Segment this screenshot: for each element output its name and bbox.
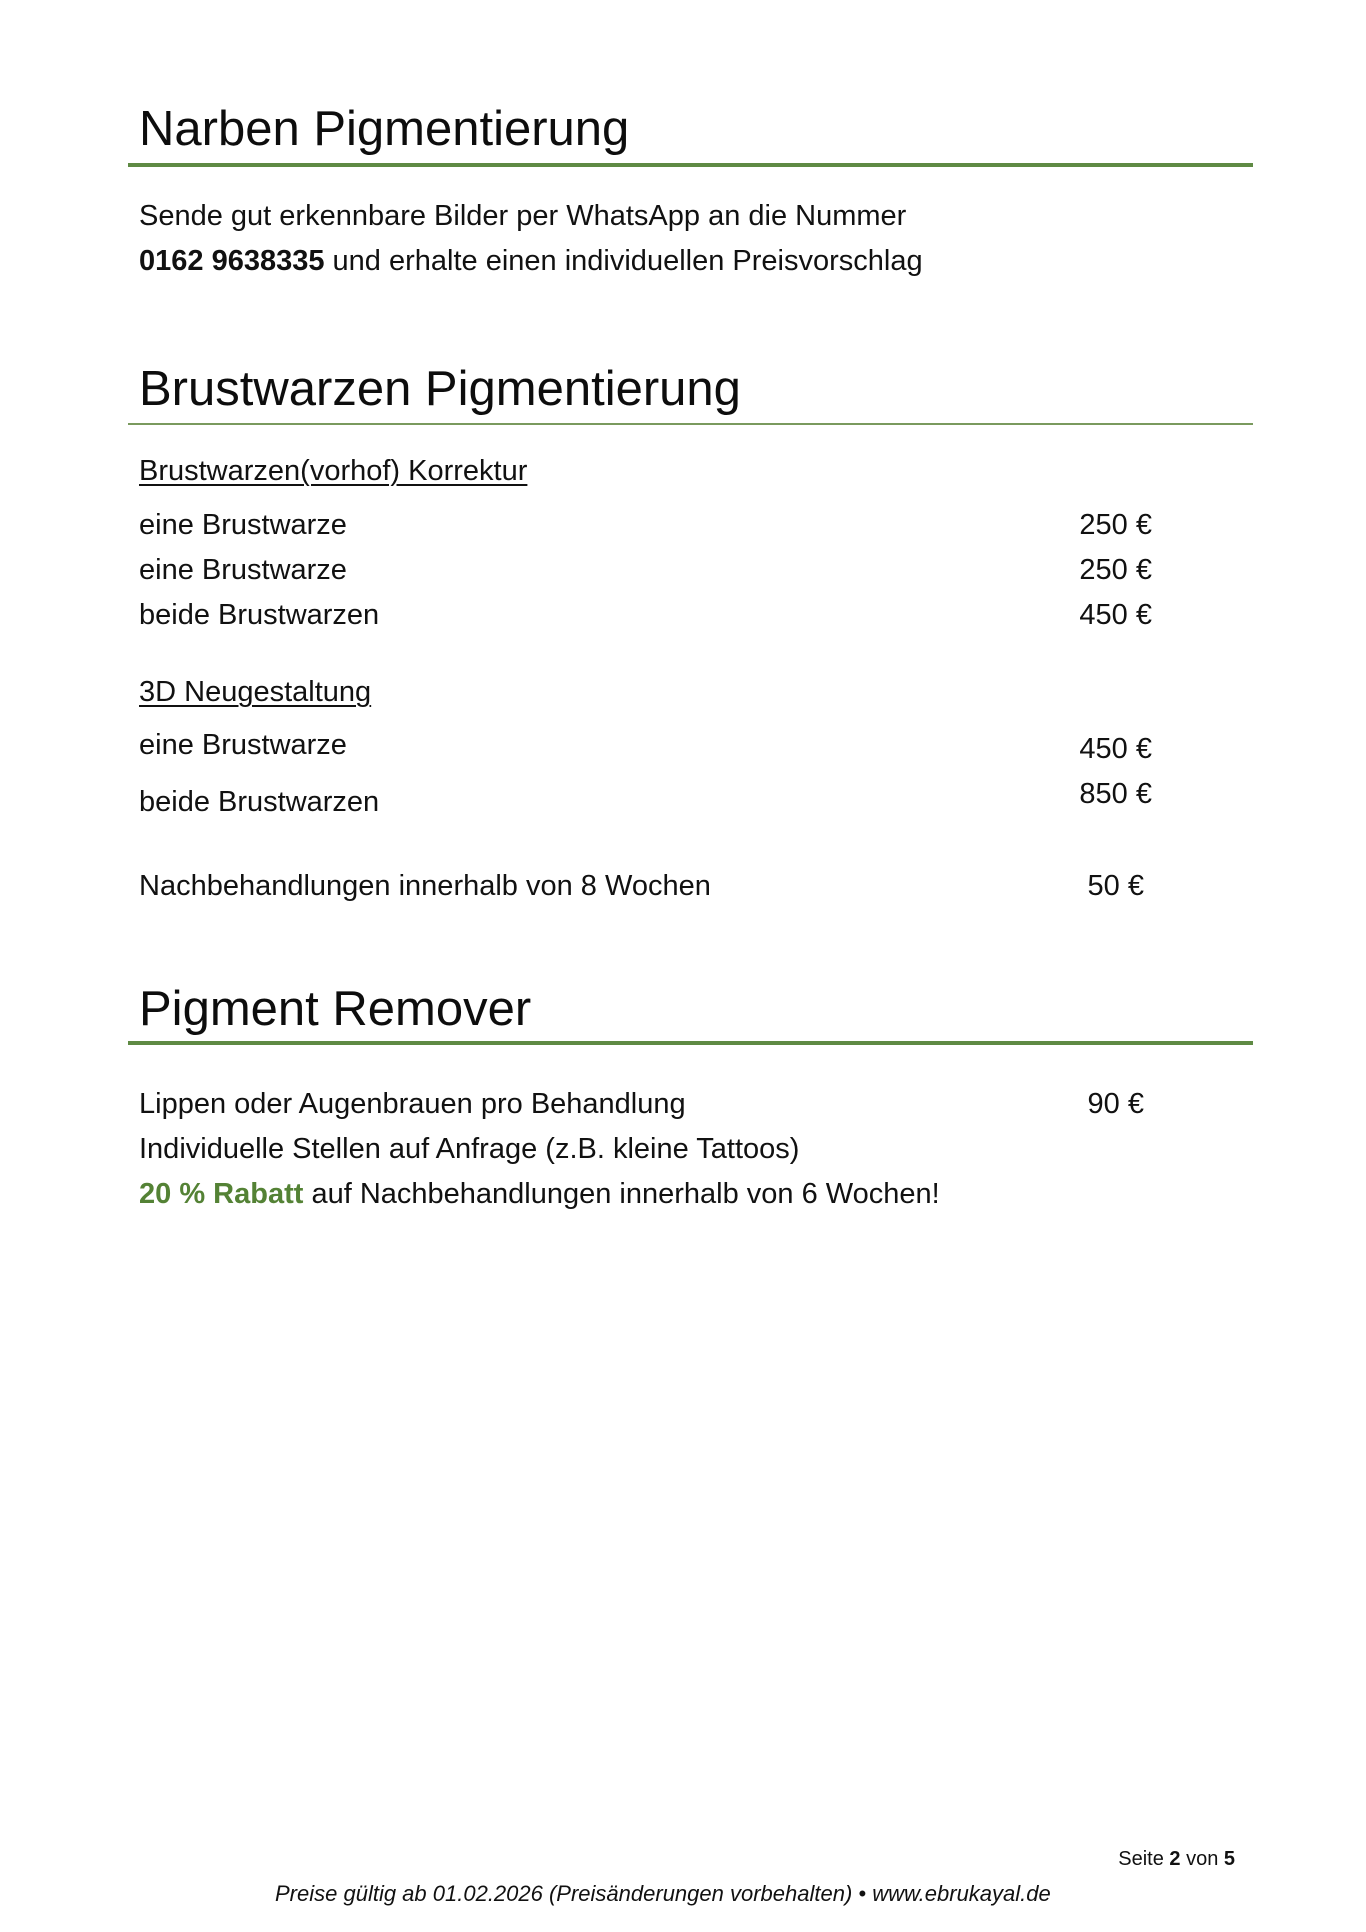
followup-label: Nachbehandlungen innerhalb von 8 Wochen — [139, 870, 711, 902]
section-title-narben: Narben Pigmentierung — [139, 102, 630, 156]
page-total: 5 — [1223, 1848, 1235, 1870]
discount-line — [139, 1180, 940, 1209]
section-title-remover: Pigment Remover — [139, 982, 532, 1036]
price-row-label: Lippen oder Augenbrauen pro Behandlung — [139, 1088, 686, 1120]
section-title-brustwarzen: Brustwarzen Pigmentierung — [139, 362, 741, 416]
section-divider — [128, 163, 1253, 167]
footer-validity-note: Preise gültig ab 01.02.2026 (Preisänderungen vorbehalten) • www.ebrukayal.de — [275, 1881, 1051, 1906]
discount-highlight: 20 % Rabatt — [139, 1178, 304, 1210]
price-row-label: eine Brustwarze — [139, 554, 347, 586]
price-row-value: 250 € — [1079, 509, 1152, 541]
price-row-label: beide Brustwarzen — [139, 786, 380, 818]
narben-contact-rest: und erhalte einen individuellen Preisvorschlag — [324, 245, 923, 277]
price-row-label: beide Brustwarzen — [139, 599, 380, 631]
discount-rest: auf Nachbehandlungen innerhalb von 6 Wochen! — [303, 1178, 940, 1210]
page-number — [1118, 1849, 1235, 1869]
followup-price: 50 € — [1087, 870, 1144, 902]
narben-contact-line — [139, 247, 923, 276]
whatsapp-phone-number: 0162 9638335 — [139, 245, 325, 277]
price-row-value: 90 € — [1087, 1088, 1144, 1120]
subheading-korrektur: Brustwarzen(vorhof) Korrektur — [139, 455, 528, 487]
page-number-mid: von — [1180, 1848, 1224, 1870]
price-row-label: eine Brustwarze — [139, 509, 347, 541]
subheading-3d-neugestaltung: 3D Neugestaltung — [139, 676, 372, 708]
price-row-value: 250 € — [1079, 554, 1152, 586]
narben-instruction: Sende gut erkennbare Bilder per WhatsApp an die Nummer — [139, 200, 907, 232]
section-divider — [128, 1041, 1253, 1045]
price-row-value: 850 € — [1079, 778, 1152, 810]
section-divider — [128, 423, 1253, 425]
price-row-label: eine Brustwarze — [139, 729, 347, 761]
page-current: 2 — [1169, 1848, 1181, 1870]
page-number-prefix: Seite — [1118, 1848, 1170, 1870]
remover-note: Individuelle Stellen auf Anfrage (z.B. kleine Tattoos) — [139, 1133, 800, 1165]
price-row-value: 450 € — [1079, 733, 1152, 765]
price-row-value: 450 € — [1079, 599, 1152, 631]
